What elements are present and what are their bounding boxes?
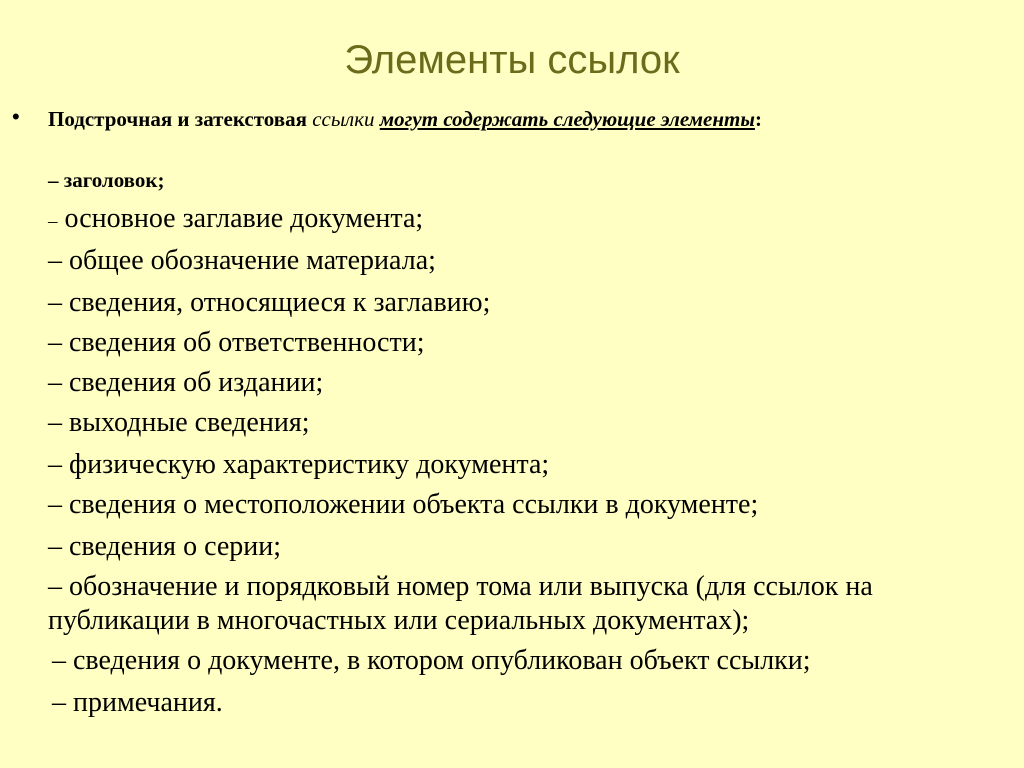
list-item: – сведения об издании; — [48, 367, 324, 398]
list-item-text: основное заглавие документа; — [64, 203, 424, 234]
list-item-dash: – — [48, 211, 58, 232]
list-item-heading: – заголовок; — [48, 168, 165, 192]
list-item: – сведения, относящиеся к заглавию; — [48, 287, 491, 318]
intro-part-reference-types: Подстрочная и затекстовая — [48, 107, 307, 131]
list-item: – сведения об ответственности; — [48, 327, 425, 358]
list-item: – сведения о серии; — [48, 531, 282, 562]
slide-title: Элементы ссылок — [344, 38, 680, 82]
intro-part-references: ссылки — [312, 107, 375, 131]
intro-colon: : — [754, 107, 762, 131]
list-item: – общее обозначение материала; — [48, 245, 436, 276]
list-item: – физическую характеристику документа; — [48, 449, 550, 480]
list-item: – примечания. — [52, 687, 223, 718]
intro-text — [48, 106, 898, 132]
list-item-main-title — [48, 202, 423, 239]
intro-part-may-contain: могут содержать следующие элементы — [379, 107, 755, 131]
list-item: – сведения о документе, в котором опубликован объект ссылки; — [52, 645, 811, 676]
bullet-marker: • — [12, 104, 20, 129]
list-item: – выходные сведения; — [48, 407, 310, 438]
list-item: – сведения о местоположении объекта ссылки в документе; — [48, 489, 759, 520]
list-item: – обозначение и порядковый номер тома или выпуска (для ссылок на публикации в многочастных или сериальных документах); — [48, 571, 873, 636]
